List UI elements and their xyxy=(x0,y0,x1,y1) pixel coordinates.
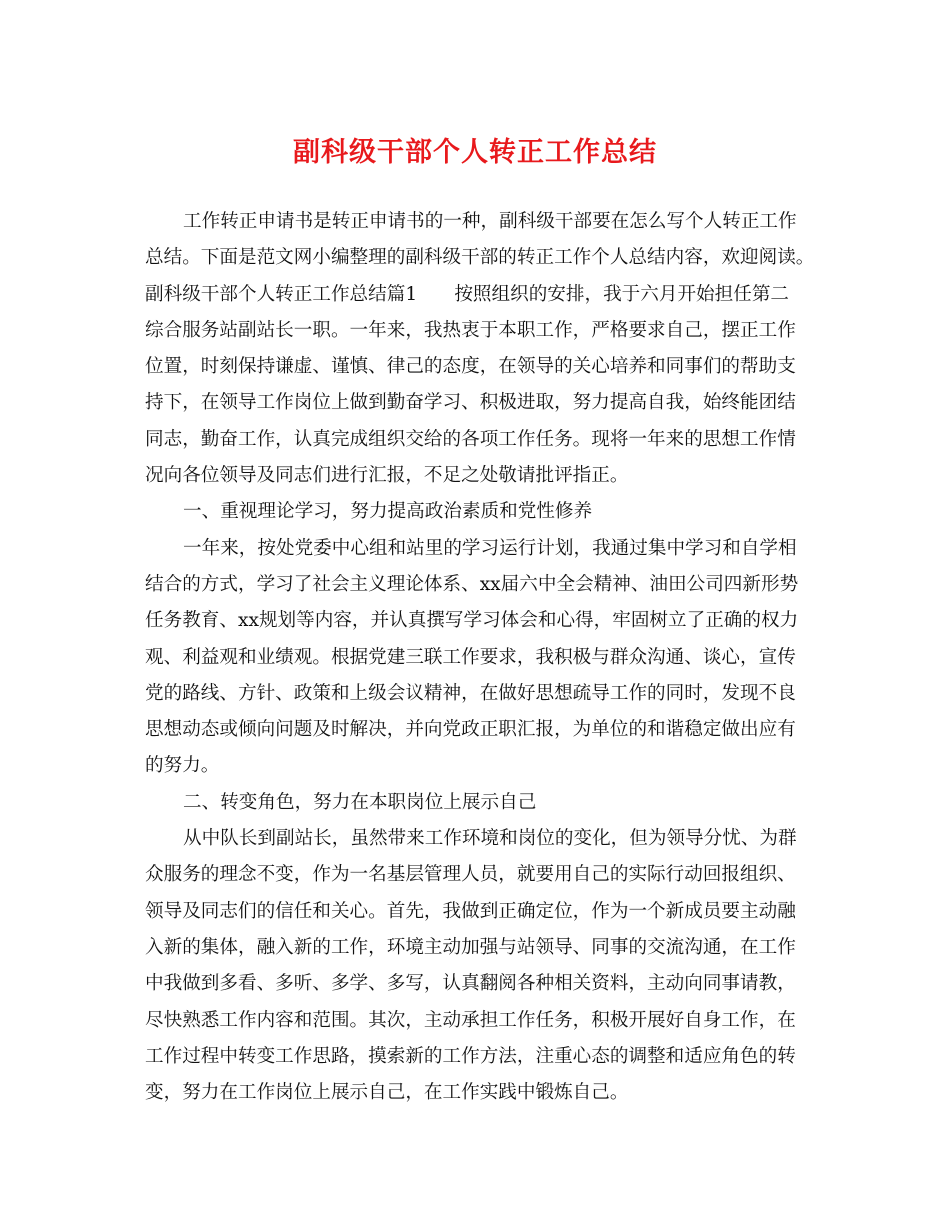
body-line: 入新的集体，融入新的工作，环境主动加强与站领导、同事的交流沟通，在工作 xyxy=(145,936,796,958)
body-line: 一年来，按处党委中心组和站里的学习运行计划，我通过集中学习和自学相 xyxy=(183,537,797,559)
body-line: 位置，时刻保持谦虚、谨慎、律己的态度，在领导的关心培养和同事们的帮助支 xyxy=(145,356,796,378)
body-line: 从中队长到副站长，虽然带来工作环境和岗位的变化，但为领导分忧、为群 xyxy=(183,828,797,850)
body-line: 思想动态或倾向问题及时解决，并向党政正职汇报，为单位的和谐稳定做出应有 xyxy=(145,719,796,741)
body-line: 工作转正申请书是转正申请书的一种，副科级干部要在怎么写个人转正工作 xyxy=(183,211,797,232)
body-line: 同志，勤奋工作，认真完成组织交给的各项工作任务。现将一年来的思想工作情 xyxy=(145,428,796,450)
body-line: 变，努力在工作岗位上展示自己，在工作实践中锻炼自己。 xyxy=(145,1082,629,1104)
document-title: 副科级干部个人转正工作总结 xyxy=(293,137,657,168)
body-line: 观、利益观和业绩观。根据党建三联工作要求，我积极与群众沟通、谈心，宣传 xyxy=(145,646,796,668)
body-line: 副科级干部个人转正工作总结篇1 按照组织的安排，我于六月开始担任第二 xyxy=(145,283,790,305)
body-line: 中我做到多看、多听、多学、多写，认真翻阅各种相关资料，主动向同事请教， xyxy=(145,973,796,995)
body-line: 领导及同志们的信任和关心。首先，我做到正确定位，作为一个新成员要主动融 xyxy=(145,900,796,922)
body-line: 综合服务站副站长一职。一年来，我热衷于本职工作，严格要求自己，摆正工作 xyxy=(145,319,796,341)
body-line: 工作过程中转变工作思路，摸索新的工作方法，注重心态的调整和适应角色的转 xyxy=(145,1045,796,1067)
body-line: 的努力。 xyxy=(145,755,220,777)
body-line: 任务教育、xx规划等内容，并认真撰写学习体会和心得，牢固树立了正确的权力 xyxy=(145,610,799,632)
body-line: 结合的方式，学习了社会主义理论体系、xx届六中全会精神、油田公司四新形势 xyxy=(145,573,799,595)
body-line: 尽快熟悉工作内容和范围。其次，主动承担工作任务，积极开展好自身工作，在 xyxy=(145,1009,796,1031)
body-line: 众服务的理念不变，作为一名基层管理人员，就要用自己的实际行动回报组织、 xyxy=(145,864,796,886)
body-line: 二、转变角色，努力在本职岗位上展示自己 xyxy=(183,791,537,813)
body-line: 持下，在领导工作岗位上做到勤奋学习、积极进取，努力提高自我，始终能团结 xyxy=(145,392,796,414)
body-line: 况向各位领导及同志们进行汇报，不足之处敬请批评指正。 xyxy=(145,465,629,487)
body-line: 党的路线、方针、政策和上级会议精神，在做好思想疏导工作的同时，发现不良 xyxy=(145,682,796,704)
body-line: 总结。下面是范文网小编整理的副科级干部的转正工作个人总结内容，欢迎阅读。 xyxy=(145,247,815,269)
body-line: 一、重视理论学习，努力提高政治素质和党性修养 xyxy=(183,501,593,523)
document-body xyxy=(145,204,815,1111)
